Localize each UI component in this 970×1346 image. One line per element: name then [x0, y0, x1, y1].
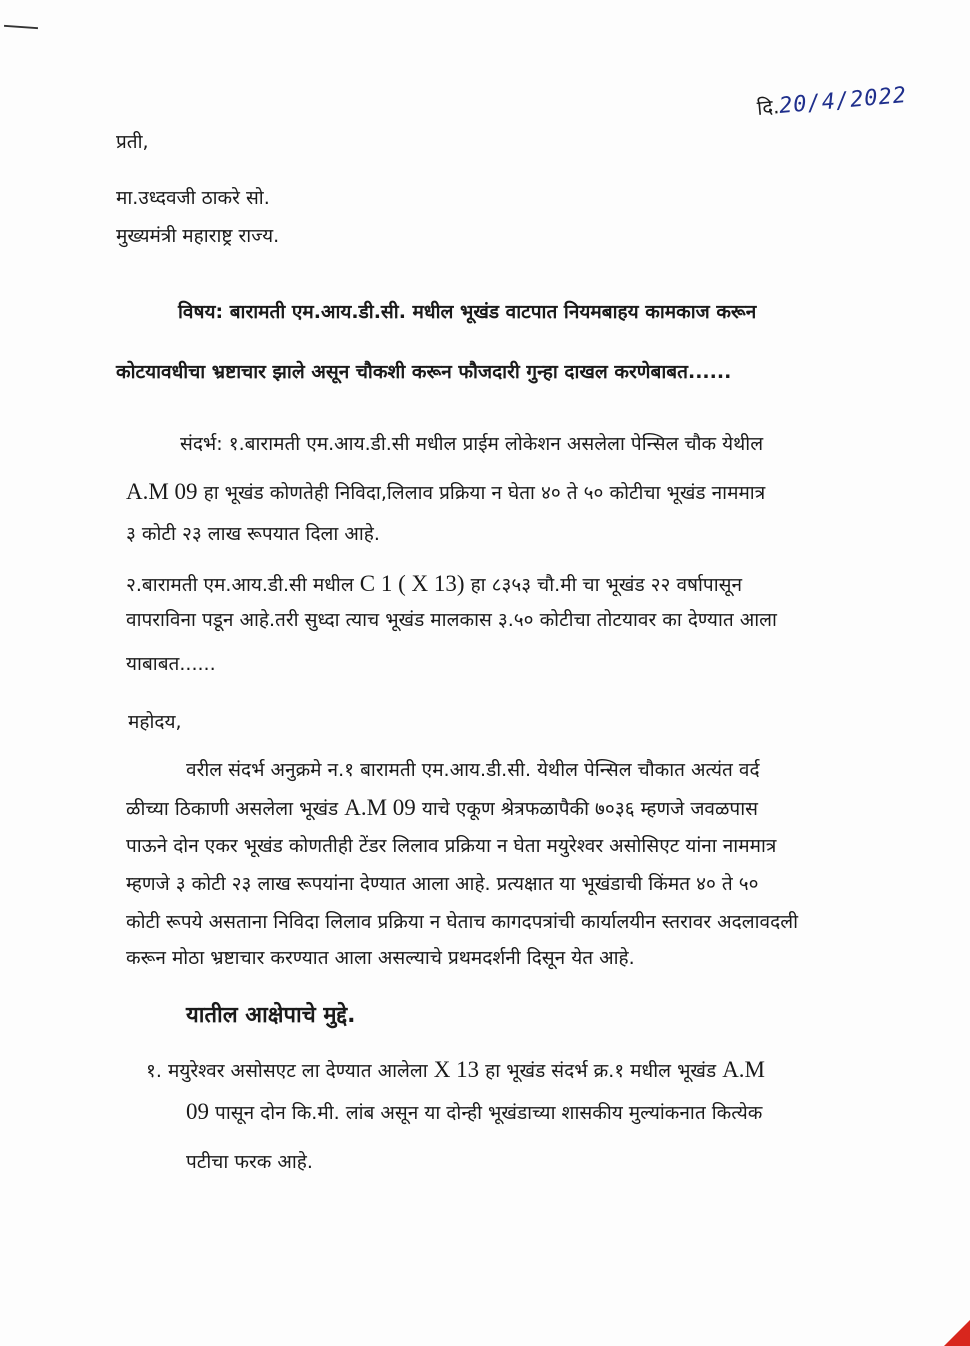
reference-2-line-3: याबाबत......	[126, 653, 216, 675]
body-line-3: पाऊने दोन एकर भूखंड कोणतीही टेंडर लिलाव प्रक्रिया न घेता मयुरेश्वर असोसिएट यांना नाममात्र	[126, 835, 777, 857]
objections-heading: यातील आक्षेपाचे मुद्दे.	[186, 1003, 356, 1028]
objection-1-line-1: १. मयुरेश्वर असोसएट ला देण्यात आलेला X 13 हा भूखंड संदर्भ क्र.१ मधील भूखंड A.M	[146, 1057, 765, 1082]
letter-date	[756, 81, 908, 121]
plot-code: A.M 09	[126, 479, 198, 504]
subject-line-1: विषय: बारामती एम.आय.डी.सी. मधील भूखंड वाटपात नियमबाहय कामकाज करून	[178, 301, 757, 323]
body-line-2: ळीच्या ठिकाणी असलेला भूखंड A.M 09 याचे एकूण श्रेत्रफळापैकी ७०३६ म्हणजे जवळपास	[126, 795, 758, 820]
subject-line-2: कोटयावधीचा भ्रष्टाचार झाले असून चौकशी करून फौजदारी गुन्हा दाखल करणेबाबत......	[116, 361, 732, 383]
recipient-name: मा.उध्दवजी ठाकरे सो.	[116, 187, 270, 209]
reference-1-line-1: संदर्भ: १.बारामती एम.आय.डी.सी मधील प्राईम लोकेशन असलेला पेन्सिल चौक येथील	[180, 433, 764, 455]
body-line-4: म्हणजे ३ कोटी २३ लाख रूपयांना देण्यात आला आहे. प्रत्यक्षात या भूखंडाची किंमत ४० ते ५०	[126, 873, 759, 895]
body-line-6: करून मोठा भ्रष्टाचार करण्यात आला असल्याचे प्रथमदर्शनी दिसून येत आहे.	[126, 947, 635, 969]
date-prefix: दि.	[755, 94, 781, 120]
plot-code: A.M 09	[344, 795, 416, 820]
reference-1-line-3: ३ कोटी २३ लाख रूपयात दिला आहे.	[126, 523, 380, 545]
objection-1-line-2: 09 पासून दोन कि.मी. लांब असून या दोन्ही भूखंडाच्या शासकीय मुल्यांकनात कित्येक	[186, 1099, 763, 1124]
plot-code: 09	[186, 1099, 209, 1124]
body-line-5: कोटी रूपये असताना निविदा लिलाव प्रक्रिया न घेताच कागदपत्रांची कार्यालयीन स्तरावर अदलावदली	[126, 911, 799, 933]
handwritten-date: 20/4/2022	[778, 82, 908, 120]
plot-code: X 13	[433, 1057, 480, 1082]
objection-1-line-3: पटीचा फरक आहे.	[186, 1151, 313, 1173]
reference-1-line-2: A.M 09 हा भूखंड कोणतेही निविदा,लिलाव प्रक्रिया न घेता ४० ते ५० कोटीचा भूखंड नाममात्र	[126, 479, 766, 504]
plot-code: A.M	[722, 1057, 765, 1082]
salutation-to: प्रती,	[116, 131, 149, 153]
recipient-title: मुख्यमंत्री महाराष्ट्र राज्य.	[116, 225, 280, 247]
greeting: महोदय,	[128, 711, 182, 733]
scan-edge-mark	[4, 25, 38, 29]
reference-2-line-1: २.बारामती एम.आय.डी.सी मधील C 1 ( X 13) हा ८३५३ चौ.मी चा भूखंड २२ वर्षापासून	[126, 571, 743, 596]
reference-2-line-2: वापराविना पडून आहे.तरी सुध्दा त्याच भूखंड मालकास ३.५० कोटीचा तोटयावर का देण्यात आला	[126, 609, 777, 631]
body-line-1: वरील संदर्भ अनुक्रमे न.१ बारामती एम.आय.डी.सी. येथील पेन्सिल चौकात अत्यंत वर्द	[186, 759, 760, 781]
corner-mark	[944, 1320, 970, 1346]
plot-code: C 1 ( X 13)	[359, 571, 465, 596]
